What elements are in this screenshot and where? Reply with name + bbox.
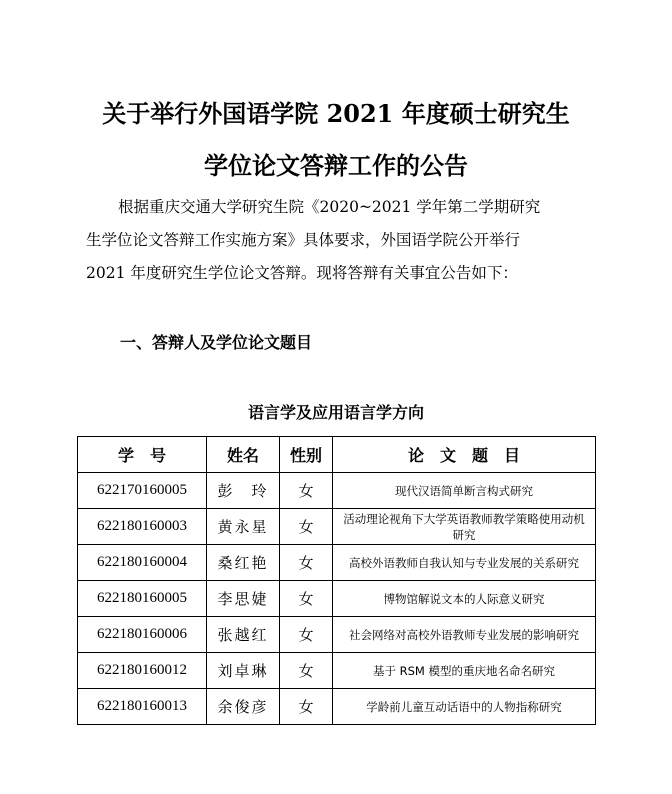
- table-caption: 语言学及应用语言学方向: [247, 403, 424, 422]
- cell-student-id: 622180160004: [78, 545, 207, 581]
- table-row: [78, 509, 596, 545]
- cell-thesis-title: 基于 RSM 模型的重庆地名命名研究: [333, 653, 596, 689]
- document-title-line-1: 关于举行外国语学院 2021 年度硕士研究生: [102, 99, 570, 128]
- cell-gender: 女: [280, 653, 333, 689]
- cell-name: 余俊彦: [207, 689, 280, 725]
- table-row: [78, 653, 596, 689]
- cell-name: 桑红艳: [207, 545, 280, 581]
- cell-name: 张越红: [207, 617, 280, 653]
- cell-thesis-title: 社会网络对高校外语教师专业发展的影响研究: [333, 617, 596, 653]
- cell-gender: 女: [280, 509, 333, 545]
- cell-name: 黄永星: [207, 509, 280, 545]
- table-row: [78, 617, 596, 653]
- cell-student-id: 622180160006: [78, 617, 207, 653]
- table-row: [78, 473, 596, 509]
- document-title-line-2: 学位论文答辩工作的公告: [204, 151, 468, 180]
- cell-student-id: 622180160013: [78, 689, 207, 725]
- cell-thesis-title: 活动理论视角下大学英语教师教学策略使用动机研究: [333, 509, 596, 545]
- intro-line-2: 生学位论文答辩工作实施方案》具体要求，外国语学院公开举行: [86, 231, 521, 249]
- table-row: [78, 689, 596, 725]
- header-gender: 性别: [280, 437, 333, 473]
- thesis-defense-table: [77, 436, 596, 725]
- table-row: [78, 545, 596, 581]
- table-row: [78, 581, 596, 617]
- cell-thesis-title: 博物馆解说文本的人际意义研究: [333, 581, 596, 617]
- header-student-id: 学 号: [78, 437, 207, 473]
- table-header-row: [78, 437, 596, 473]
- section-heading: 一、答辩人及学位论文题目: [120, 333, 313, 352]
- cell-name: 李思婕: [207, 581, 280, 617]
- cell-thesis-title: 高校外语教师自我认知与专业发展的关系研究: [333, 545, 596, 581]
- cell-gender: 女: [280, 473, 333, 509]
- cell-thesis-title: 现代汉语简单断言构式研究: [333, 473, 596, 509]
- cell-gender: 女: [280, 581, 333, 617]
- cell-name: 刘卓琳: [207, 653, 280, 689]
- header-name: 姓名: [207, 437, 280, 473]
- cell-name: 彭 玲: [207, 473, 280, 509]
- intro-paragraph: [86, 191, 606, 290]
- cell-gender: 女: [280, 689, 333, 725]
- cell-student-id: 622180160005: [78, 581, 207, 617]
- cell-student-id: 622170160005: [78, 473, 207, 509]
- cell-student-id: 622180160012: [78, 653, 207, 689]
- cell-gender: 女: [280, 617, 333, 653]
- cell-gender: 女: [280, 545, 333, 581]
- header-thesis-title: 论 文 题 目: [333, 437, 596, 473]
- intro-line-3: 2021 年度研究生学位论文答辩。现将答辩有关事宜公告如下：: [86, 264, 518, 282]
- cell-student-id: 622180160003: [78, 509, 207, 545]
- cell-thesis-title: 学龄前儿童互动话语中的人物指称研究: [333, 689, 596, 725]
- intro-line-1: 根据重庆交通大学研究生院《2020~2021 学年第二学期研究: [118, 198, 541, 216]
